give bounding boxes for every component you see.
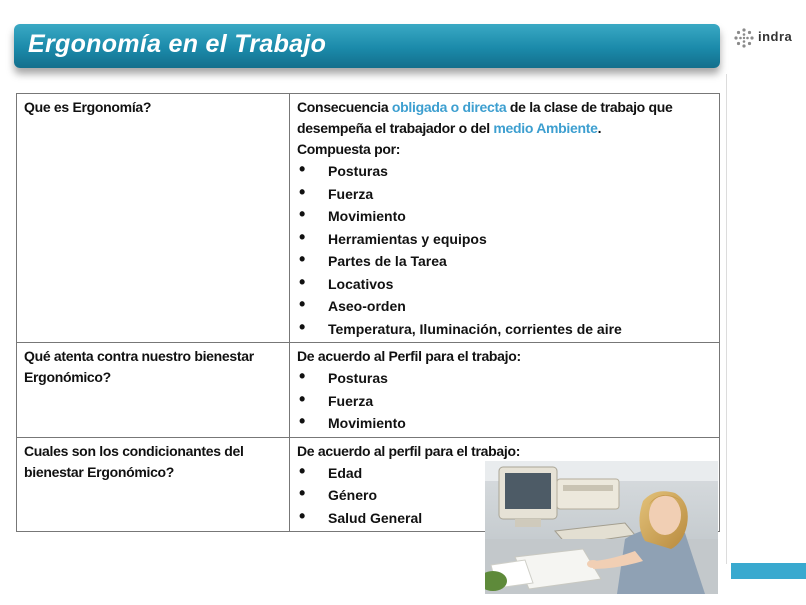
question-text: Cuales son los condicionantes del bienestar Ergonómico? [24,442,244,480]
intro-text: Consecuencia [297,99,392,115]
highlight-text: medio Ambiente [493,120,598,136]
page-title: Ergonomía en el Trabajo [28,30,327,58]
bullet-list [297,367,713,435]
list-item: • Temperatura, Iluminación, corrientes de aire [297,318,713,341]
table-row [17,94,720,343]
list-item: • Posturas [297,160,713,183]
list-item: • Género [297,484,713,507]
answer-cell [290,94,720,343]
answer-cell [290,343,720,438]
logo-text: indra [758,29,793,44]
question-text: Qué atenta contra nuestro bienestar Ergonómico? [24,348,254,385]
list-item: • Fuerza [297,390,713,413]
accent-bar [731,563,806,579]
answer-intro: De acuerdo al perfil para el trabajo: [297,442,521,459]
woman-at-computer-photo [485,461,718,594]
list-item: • Locativos [297,273,713,296]
answer-intro: De acuerdo al Perfil para el trabajo: [297,348,521,364]
bullet-list [297,160,713,340]
indra-logo-icon [733,27,755,49]
answer-subintro: Compuesta por: [297,141,401,157]
question-text: Que es Ergonomía? [24,99,152,115]
highlight-text: obligada o directa [391,99,507,115]
intro-text: de la clase de trabajo que desempeña el trabajador o del [297,99,673,136]
right-divider [726,74,727,564]
list-item: • Edad [297,462,713,485]
question-cell [17,343,290,438]
indra-logo [733,27,803,49]
list-item: • Aseo-orden [297,295,713,318]
list-item: • Movimiento [297,205,713,228]
question-cell [17,437,290,532]
list-item: • Posturas [297,367,713,390]
title-bar [14,24,720,68]
answer-intro [297,97,713,139]
intro-text: . [597,120,602,136]
list-item: • Partes de la Tarea [297,250,713,273]
list-item: • Fuerza [297,183,713,206]
list-item: • Movimiento [297,412,713,435]
list-item: • Herramientas y equipos [297,228,713,251]
list-item: • Salud General [297,507,713,530]
table-row [17,343,720,438]
question-cell [17,94,290,343]
